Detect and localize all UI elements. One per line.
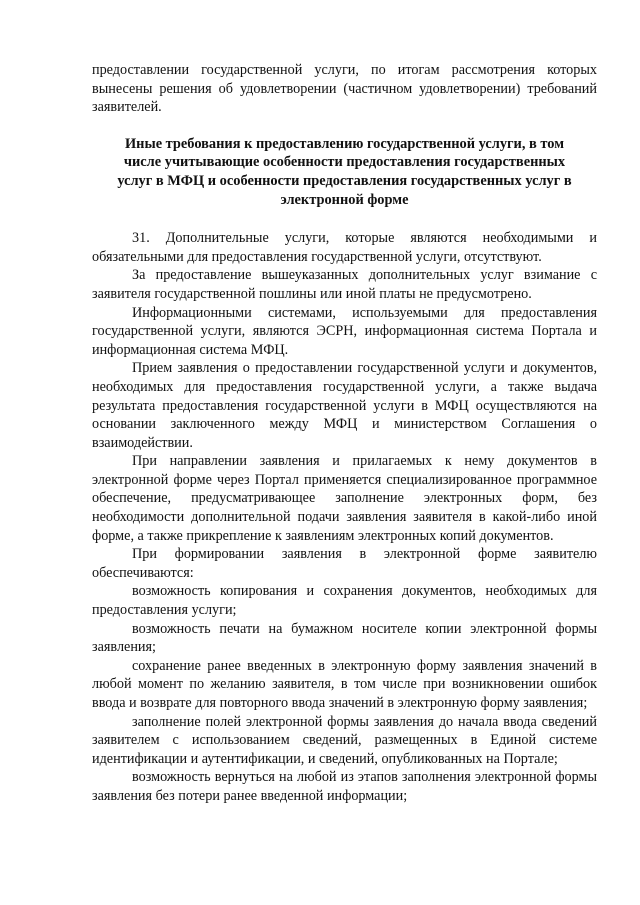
intro-paragraph: предоставлении государственной услуги, по итогам рассмотрения которых вынесены решения об удовлетворении (частичном удовлетворении) требований заявителей. <box>92 62 597 116</box>
paragraph-portal-submission: При направлении заявления и прилагаемых к нему документов в электронной форме через Портал применяется специализированное программное обеспечение, предусматривающее заполнение электронных форм, без необходимости дополнительной подачи заявления заявителя в какой-либо иной форме, а также прикрепление к заявлениям электронных копий документов. <box>92 453 597 544</box>
document-body <box>92 61 597 806</box>
section-heading: Иные требования к предоставлению государственной услуги, в том числе учитывающие особенности предоставления государственных услуг в МФЦ и особенности предоставления государственных услуг в электронной форме <box>117 135 572 208</box>
paragraph-info-systems: Информационными системами, используемыми для предоставления государственной услуги, являются ЭСРН, информационная система Портала и информационная система МФЦ. <box>92 304 597 358</box>
list-item-save-values: сохранение ранее введенных в электронную форму заявления значений в любой момент по желанию заявителя, в том числе при возникновении ошибок ввода и возврате для повторного ввода значений в электронную форму заявления; <box>92 657 597 711</box>
paragraph-mfc-agreement: Прием заявления о предоставлении государственной услуги и документов, необходимых для предоставления государственной услуги, а также выдача результата предоставления государственной услуги в МФЦ осуществляются на основании заключенного между МФЦ и министерством Соглашения о взаимодействии. <box>92 360 597 451</box>
paragraph-31: 31. Дополнительные услуги, которые являются необходимыми и обязательными для предоставления государственной услуги, отсутствуют. <box>92 230 597 265</box>
list-item-return-step: возможность вернуться на любой из этапов заполнения электронной формы заявления без потери ранее введенной информации; <box>92 769 597 804</box>
list-item-print: возможность печати на бумажном носителе копии электронной формы заявления; <box>92 620 597 656</box>
list-item-prefill: заполнение полей электронной формы заявления до начала ввода сведений заявителем с использованием сведений, размещенных в Единой системе идентификации и аутентификации, и сведений, опубликованных на Портале; <box>92 713 597 767</box>
paragraph-form-features-intro: При формировании заявления в электронной форме заявителю обеспечиваются: <box>92 546 597 581</box>
paragraph-fees: За предоставление вышеуказанных дополнительных услуг взимание с заявителя государственной пошлины или иной платы не предусмотрено. <box>92 267 597 302</box>
list-item-copy-save: возможность копирования и сохранения документов, необходимых для предоставления услуги; <box>92 583 597 619</box>
